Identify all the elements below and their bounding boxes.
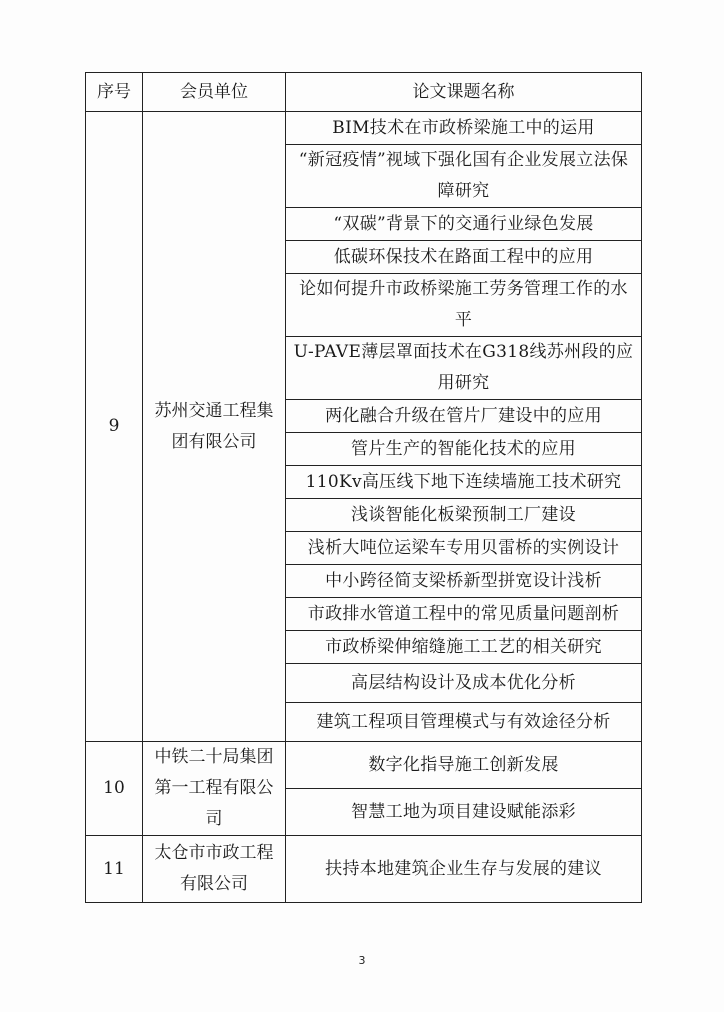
paper-title-cell: U-PAVE薄层罩面技术在G318线苏州段的应用研究 <box>286 337 642 400</box>
serial-number-cell: 9 <box>86 112 143 742</box>
paper-title-cell: 低碳环保技术在路面工程中的应用 <box>286 241 642 274</box>
paper-title-cell: 论如何提升市政桥梁施工劳务管理工作的水平 <box>286 274 642 337</box>
paper-title-cell: 市政排水管道工程中的常见质量问题剖析 <box>286 598 642 631</box>
page-number: 3 <box>358 954 366 967</box>
paper-title-cell: 市政桥梁伸缩缝施工工艺的相关研究 <box>286 631 642 664</box>
paper-title-cell: 中小跨径简支梁桥新型拼宽设计浅析 <box>286 565 642 598</box>
paper-title-cell: 管片生产的智能化技术的应用 <box>286 433 642 466</box>
paper-title-cell: 建筑工程项目管理模式与有效途径分析 <box>286 703 642 742</box>
paper-title-cell: 浅谈智能化板梁预制工厂建设 <box>286 499 642 532</box>
table-row <box>86 112 642 145</box>
header-row <box>86 73 642 112</box>
member-unit-cell: 太仓市市政工程有限公司 <box>143 836 286 903</box>
paper-title-cell: “双碳”背景下的交通行业绿色发展 <box>286 208 642 241</box>
serial-number-cell: 10 <box>86 742 143 836</box>
table-row <box>86 742 642 789</box>
paper-topics-table <box>85 72 642 903</box>
paper-title-cell: 高层结构设计及成本优化分析 <box>286 664 642 703</box>
header-paper-title: 论文课题名称 <box>286 73 642 112</box>
paper-title-cell: 扶持本地建筑企业生存与发展的建议 <box>286 836 642 903</box>
paper-title-cell: 浅析大吨位运梁车专用贝雷桥的实例设计 <box>286 532 642 565</box>
paper-title-cell: “新冠疫情”视域下强化国有企业发展立法保障研究 <box>286 145 642 208</box>
member-unit-cell: 中铁二十局集团第一工程有限公司 <box>143 742 286 836</box>
paper-title-cell: BIM技术在市政桥梁施工中的运用 <box>286 112 642 145</box>
paper-title-cell: 两化融合升级在管片厂建设中的应用 <box>286 400 642 433</box>
header-serial-number: 序号 <box>86 73 143 112</box>
serial-number-cell: 11 <box>86 836 143 903</box>
paper-title-cell: 数字化指导施工创新发展 <box>286 742 642 789</box>
header-member-unit: 会员单位 <box>143 73 286 112</box>
paper-title-cell: 110Kv高压线下地下连续墙施工技术研究 <box>286 466 642 499</box>
member-unit-cell: 苏州交通工程集团有限公司 <box>143 112 286 742</box>
paper-title-cell: 智慧工地为项目建设赋能添彩 <box>286 789 642 836</box>
table-row <box>86 836 642 903</box>
